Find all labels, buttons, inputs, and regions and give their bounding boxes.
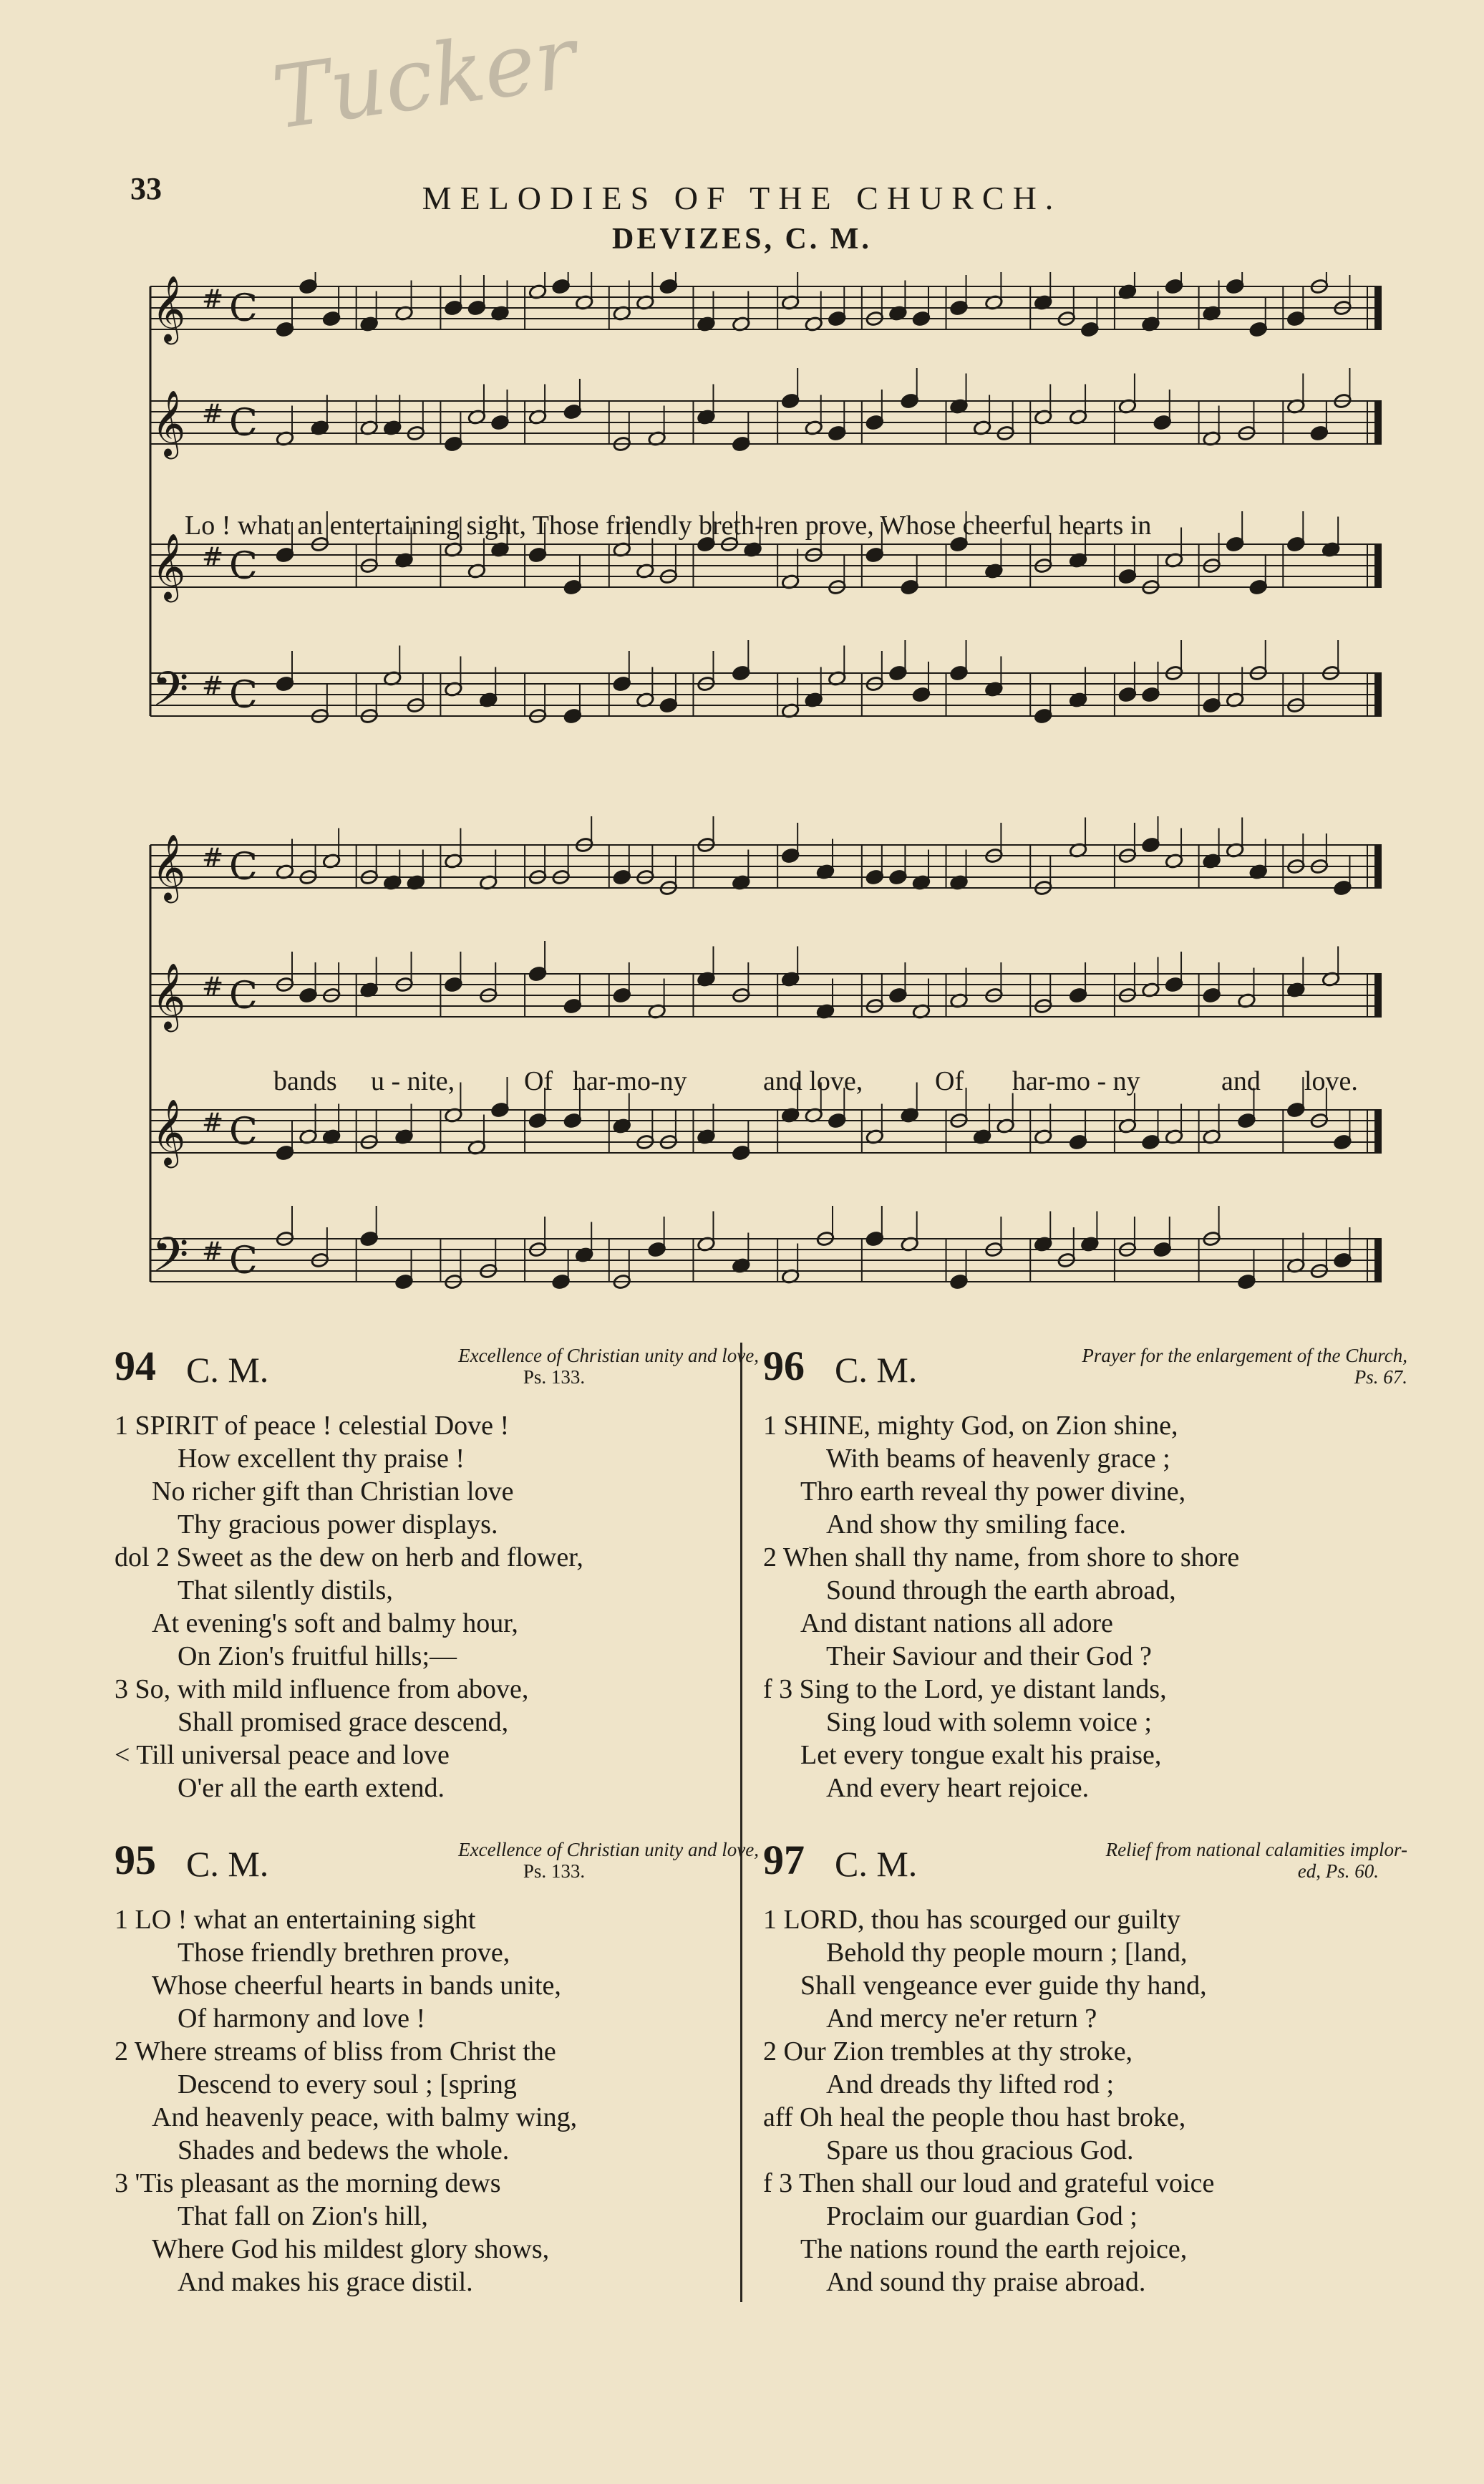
time-signature: C xyxy=(229,402,258,445)
lyric-word: Of xyxy=(935,1066,964,1096)
key-signature: # xyxy=(202,672,224,701)
left-column xyxy=(115,1345,759,2299)
verse-line: Shall vengeance ever guide thy hand, xyxy=(800,1971,1207,2001)
hymn-94 xyxy=(115,1345,759,1804)
final-barline xyxy=(1374,974,1382,1017)
verse-line: Thro earth reveal thy power divine, xyxy=(800,1477,1186,1507)
verse-line: 2 Our Zion trembles at thy stroke, xyxy=(763,2036,1133,2067)
right-column xyxy=(763,1345,1407,2299)
pencil-annotation: Tucker xyxy=(266,8,583,149)
hymn-meter: C. M. xyxy=(835,1350,918,1390)
verse-line: Those friendly brethren prove, xyxy=(178,1938,510,1968)
key-signature: # xyxy=(202,400,224,429)
subject-text: Excellence of Christian unity and love, xyxy=(458,1839,759,1860)
hymn-subject xyxy=(941,1839,1407,1882)
time-signature: C xyxy=(229,1111,258,1154)
verse-line: 1 LO ! what an entertaining sight xyxy=(115,1905,476,1935)
verse-line: And sound thy praise abroad. xyxy=(826,2267,1146,2297)
key-signature: # xyxy=(202,1108,224,1138)
time-signature: C xyxy=(229,975,258,1018)
hymn-subject xyxy=(292,1345,759,1388)
final-barline xyxy=(1374,401,1382,444)
hymn-text xyxy=(115,1903,759,2299)
verse-line: That silently distils, xyxy=(178,1575,393,1605)
hymn-header xyxy=(115,1839,759,1903)
final-barline xyxy=(1374,286,1382,329)
staff-group-2 xyxy=(150,816,1382,1294)
treble-clef: 𝄞 xyxy=(152,962,186,1029)
time-signature: C xyxy=(229,287,258,330)
lyric-word: Of xyxy=(524,1066,553,1096)
verse-line: Where God his mildest glory shows, xyxy=(152,2234,550,2264)
hymn-meter: C. M. xyxy=(186,1350,269,1390)
tune-title: DEVIZES, C. M. xyxy=(612,223,872,256)
verse-line: No richer gift than Christian love xyxy=(152,1477,514,1507)
hymn-text xyxy=(763,1903,1407,2299)
verse-line: < Till universal peace and love xyxy=(115,1740,450,1770)
time-signature: C xyxy=(229,846,258,889)
hymn-header xyxy=(763,1839,1407,1903)
lyric-word: and xyxy=(1221,1066,1261,1096)
verse-line: Their Saviour and their God ? xyxy=(826,1641,1152,1671)
hymn-number: 97 xyxy=(763,1837,805,1883)
verse-line: Let every tongue exalt his praise, xyxy=(800,1740,1162,1770)
running-head: MELODIES OF THE CHURCH. xyxy=(422,180,1062,216)
lyrics-line-2 xyxy=(0,1065,1484,1101)
final-barline xyxy=(1374,845,1382,888)
verse-line: 1 SHINE, mighty God, on Zion shine, xyxy=(763,1411,1178,1441)
hymn-subject xyxy=(292,1839,759,1882)
hymn-number: 96 xyxy=(763,1343,805,1389)
hymn-number: 95 xyxy=(115,1837,156,1883)
verse-line: That fall on Zion's hill, xyxy=(178,2201,428,2231)
verse-line: 2 When shall thy name, from shore to shore xyxy=(763,1542,1240,1572)
scripture-ref: Ps. 133. xyxy=(523,1366,586,1388)
verse-line: And mercy ne'er return ? xyxy=(826,2004,1097,2034)
verse-line: At evening's soft and balmy hour, xyxy=(152,1608,518,1638)
lyric-word: har-mo - ny xyxy=(1012,1066,1140,1096)
key-signature: # xyxy=(202,285,224,314)
hymn-96 xyxy=(763,1345,1407,1804)
verse-line: Whose cheerful hearts in bands unite, xyxy=(152,1971,561,2001)
verse-line: Sound through the earth abroad, xyxy=(826,1575,1176,1605)
verse-line: Sing loud with solemn voice ; xyxy=(826,1707,1152,1737)
final-barline xyxy=(1374,1239,1382,1282)
scripture-ref: Ps. 67. xyxy=(1354,1366,1407,1388)
verse-line: With beams of heavenly grace ; xyxy=(826,1444,1170,1474)
verse-line: Descend to every soul ; [spring xyxy=(178,2069,517,2099)
treble-clef: 𝄞 xyxy=(152,533,186,599)
time-signature: C xyxy=(229,674,258,717)
verse-line: 3 'Tis pleasant as the morning dews xyxy=(115,2168,501,2198)
verse-line: How excellent thy praise ! xyxy=(178,1444,465,1474)
lyric-word: and love, xyxy=(763,1066,863,1096)
verse-line: Thy gracious power displays. xyxy=(178,1509,498,1540)
hymn-number: 94 xyxy=(115,1343,156,1389)
verse-line: And distant nations all adore xyxy=(800,1608,1113,1638)
hymn-95 xyxy=(115,1839,759,2299)
hymn-meter: C. M. xyxy=(186,1844,269,1884)
verse-line: 1 LORD, thou has scourged our guilty xyxy=(763,1905,1180,1935)
treble-clef: 𝄞 xyxy=(152,1098,186,1165)
verse-line: 3 So, with mild influence from above, xyxy=(115,1674,529,1704)
page-number: 33 xyxy=(130,171,162,206)
treble-clef: 𝄞 xyxy=(152,833,186,900)
key-signature: # xyxy=(202,972,224,1002)
lyric-word: u - nite, xyxy=(371,1066,455,1096)
verse-line: aff Oh heal the people thou hast broke, xyxy=(763,2102,1186,2132)
verse-line: f 3 Sing to the Lord, ye distant lands, xyxy=(763,1674,1167,1704)
final-barline xyxy=(1374,544,1382,587)
hymn-subject xyxy=(941,1345,1407,1388)
verse-line: Behold thy people mourn ; [land, xyxy=(826,1938,1188,1968)
subject-text: Prayer for the enlargement of the Church, xyxy=(1082,1345,1407,1366)
verse-line: dol 2 Sweet as the dew on herb and flower, xyxy=(115,1542,583,1572)
verse-line: 2 Where streams of bliss from Christ the xyxy=(115,2036,556,2067)
hymn-text xyxy=(115,1409,759,1804)
final-barline xyxy=(1374,673,1382,716)
key-signature: # xyxy=(202,844,224,873)
hymn-meter: C. M. xyxy=(835,1844,918,1884)
lyrics-line-1: Lo ! what an entertaining sight, Those friendly breth-ren prove, Whose cheerful hearts in xyxy=(185,511,1152,541)
treble-clef: 𝄞 xyxy=(152,390,186,456)
verse-line: And dreads thy lifted rod ; xyxy=(826,2069,1115,2099)
verse-line: Shades and bedews the whole. xyxy=(178,2135,510,2165)
verse-line: Shall promised grace descend, xyxy=(178,1707,509,1737)
scripture-ref: Ps. 133. xyxy=(523,1860,586,1882)
verse-line: Spare us thou gracious God. xyxy=(826,2135,1134,2165)
verse-line: Of harmony and love ! xyxy=(178,2004,426,2034)
hymn-header xyxy=(115,1345,759,1409)
verse-line: Proclaim our guardian God ; xyxy=(826,2201,1138,2231)
final-barline xyxy=(1374,1110,1382,1153)
lyric-word: love. xyxy=(1304,1066,1358,1096)
hymn-text xyxy=(763,1409,1407,1804)
hymn-97 xyxy=(763,1839,1407,2299)
verse-line: On Zion's fruitful hills;— xyxy=(178,1641,457,1671)
time-signature: C xyxy=(229,1239,258,1282)
verse-line: O'er all the earth extend. xyxy=(178,1773,445,1803)
subject-text: Excellence of Christian unity and love, xyxy=(458,1345,759,1366)
verse-line: And heavenly peace, with balmy wing, xyxy=(152,2102,578,2132)
treble-clef: 𝄞 xyxy=(152,275,186,342)
verse-line: And every heart rejoice. xyxy=(826,1773,1090,1803)
key-signature: # xyxy=(202,543,224,572)
verse-line: The nations round the earth rejoice, xyxy=(800,2234,1188,2264)
hymn-header xyxy=(763,1345,1407,1409)
verse-line: And show thy smiling face. xyxy=(826,1509,1127,1540)
key-signature: # xyxy=(202,1237,224,1267)
verse-line: f 3 Then shall our loud and grateful voice xyxy=(763,2168,1215,2198)
subject-text: Relief from national calamities implor- xyxy=(1105,1839,1407,1860)
verse-line: And makes his grace distil. xyxy=(178,2267,473,2297)
bass-clef: 𝄢 xyxy=(152,1227,189,1294)
bass-clef: 𝄢 xyxy=(152,662,189,728)
scripture-ref: ed, Ps. 60. xyxy=(1297,1860,1379,1882)
verse-line: 1 SPIRIT of peace ! celestial Dove ! xyxy=(115,1411,510,1441)
time-signature: C xyxy=(229,545,258,588)
staff-group-1 xyxy=(150,272,1382,728)
lyric-word: har-mo-ny xyxy=(573,1066,687,1096)
lyric-word: bands xyxy=(273,1066,337,1096)
